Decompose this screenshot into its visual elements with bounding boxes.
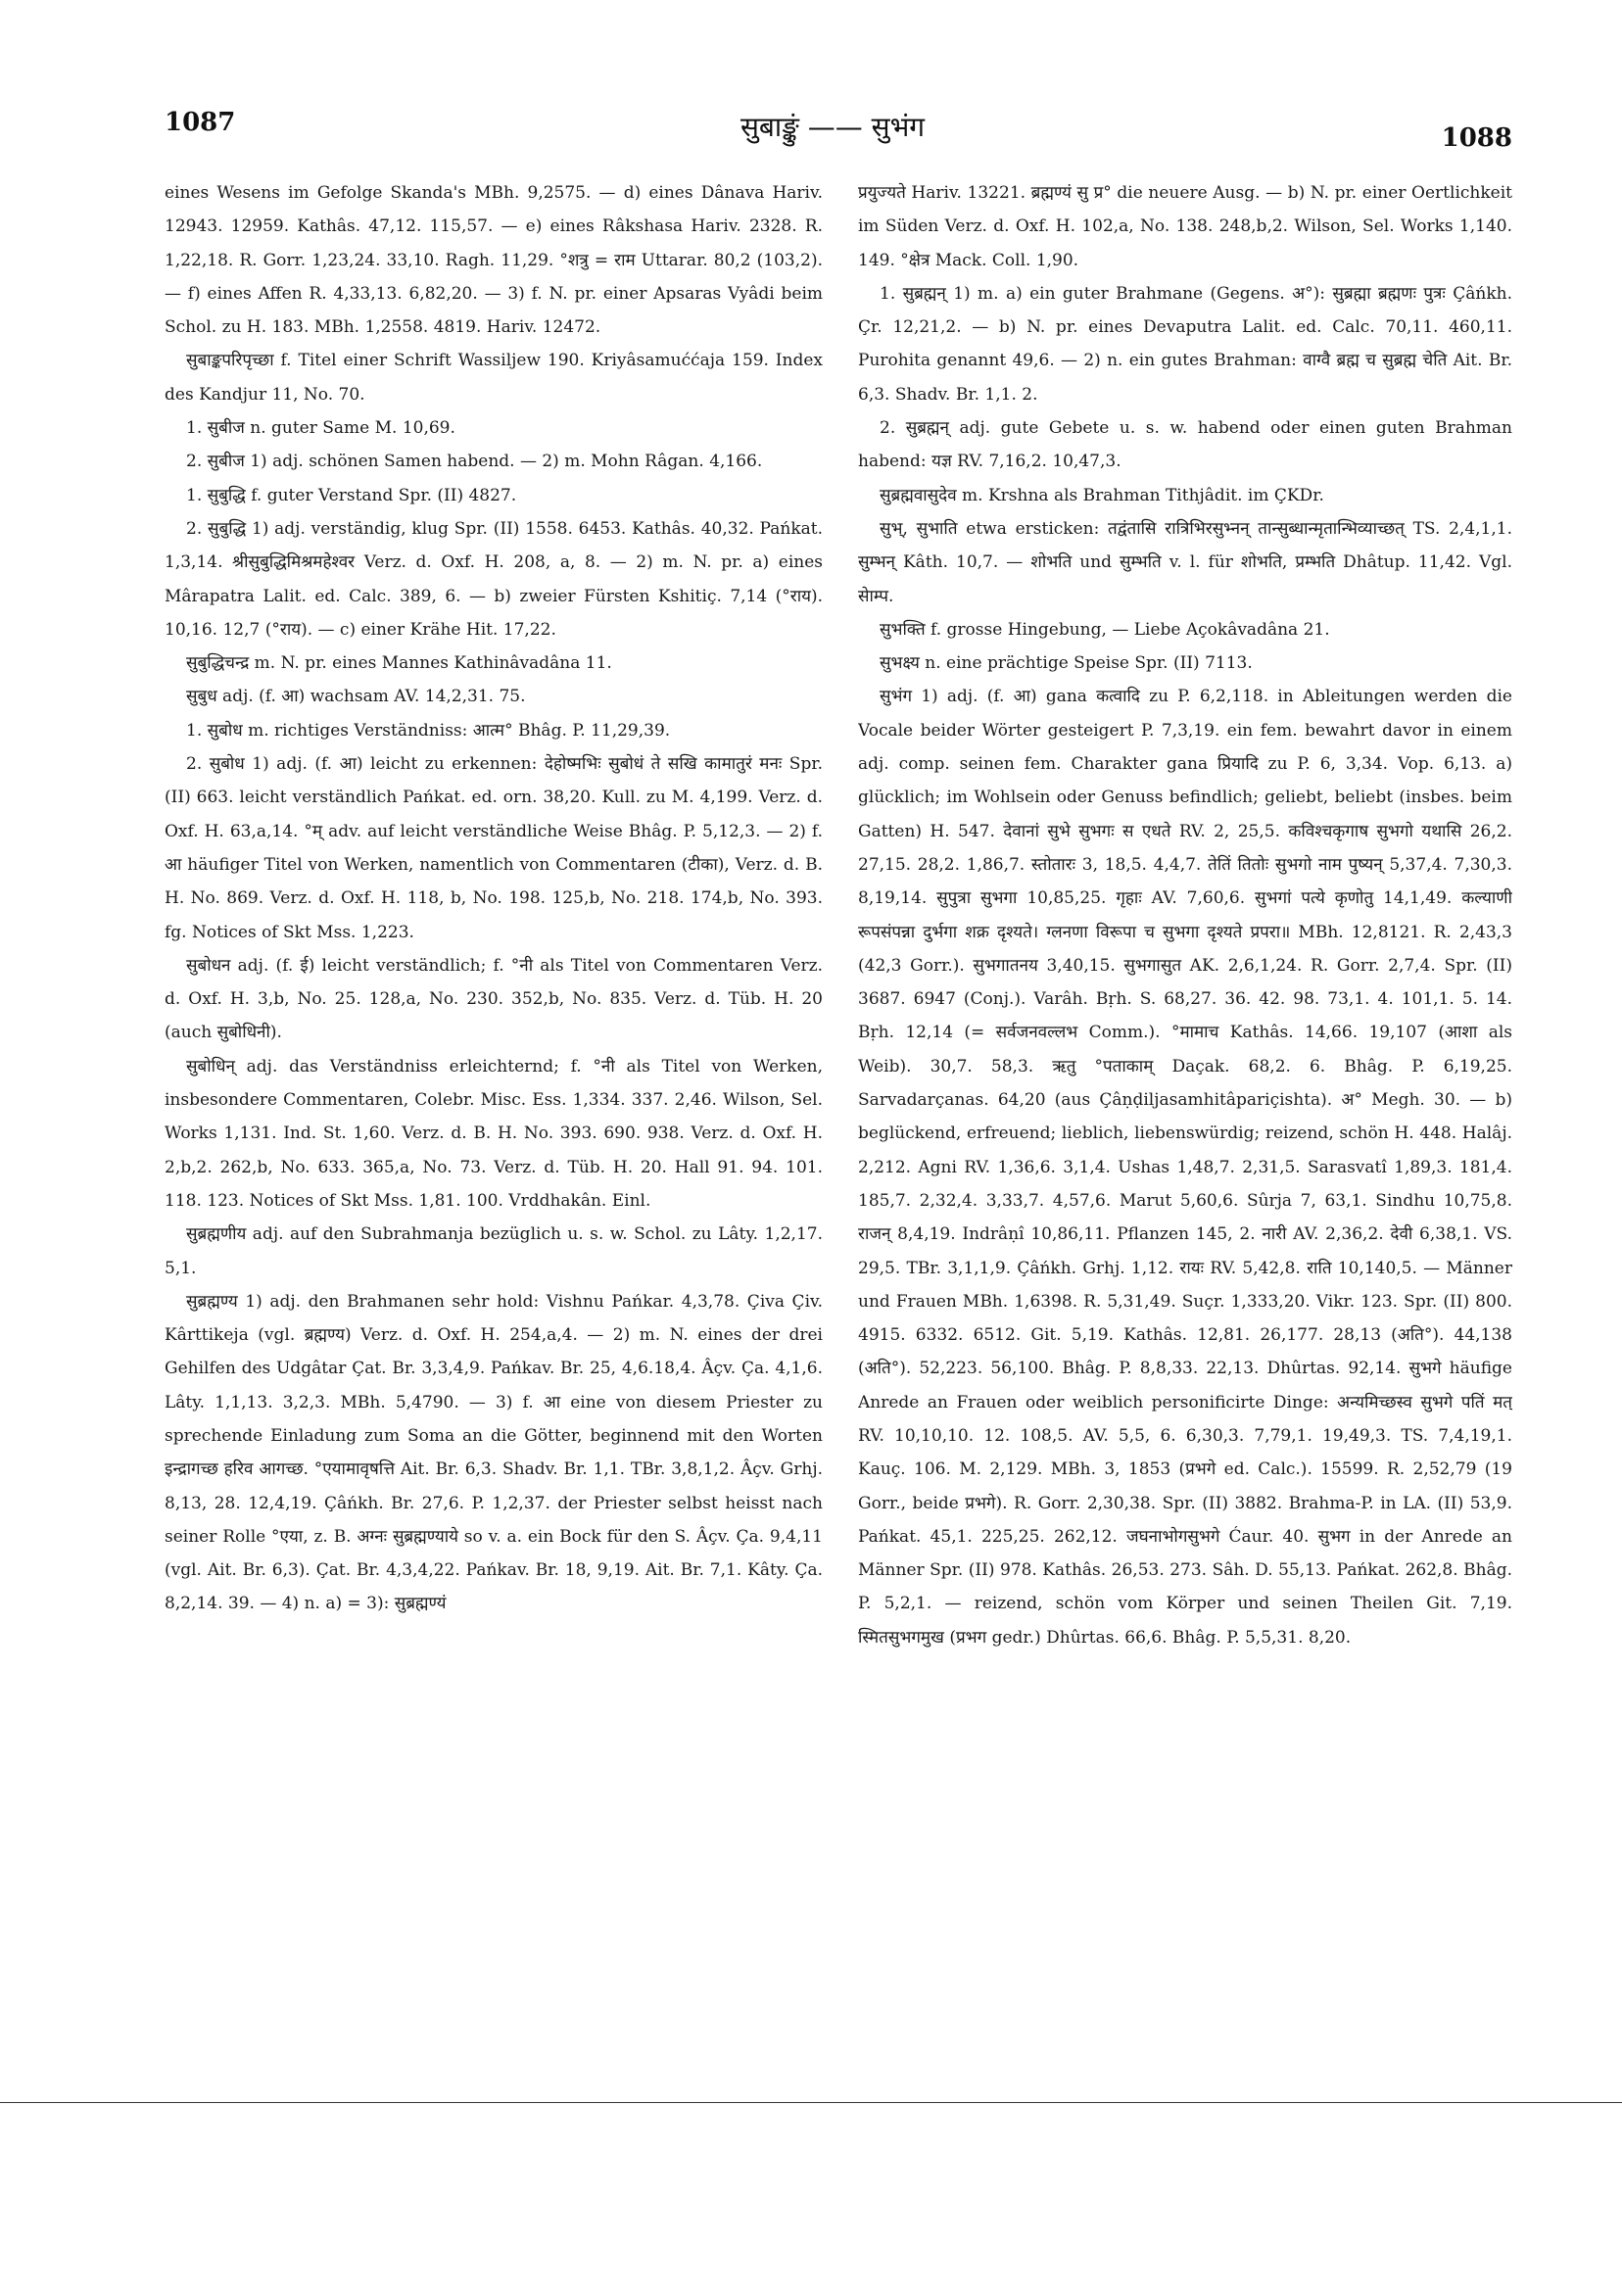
right-entry: सुभक्ति f. grosse Hingebung, — Liebe Açokâvadâna 21. bbox=[880, 619, 1330, 640]
right-column bbox=[858, 176, 1512, 2110]
left-entry: 2. सुबुद्धि 1) adj. verständig, klug Spr. (II) 1558. 6453. Kathâs. 40,32. Pańkat. 1,3,14. श्रीसुबुद्धिमिश्रमहेश्वर Verz. d. Oxf. H. 208, a, 8. — 2) m. N. pr. a) eines Mârapatra Lalit. ed. Calc. 389, 6. — b) zweier Fürsten Kshitiç. 7,14 (°राय). 10,16. 12,7 (°राय). — c) einer Krähe Hit. 17,22. bbox=[165, 518, 823, 640]
left-entry: सुब्रह्मण्य 1) adj. den Brahmanen sehr hold: Vishnu Pańkar. 4,3,78. Çiva Çiv. Kârttikeja (vgl. ब्रह्मण्य) Verz. d. Oxf. H. 254,a,4. — 2) m. N. eines der drei Gehilfen des Udgâtar Çat. Br. 3,3,4,9. Pańkav. Br. 25, 4,6.18,4. Âçv. Ça. 4,1,6. Lâty. 1,1,13. 3,2,3. MBh. 5,4790. — 3) f. आ eine von diesem Priester zu sprechende Einladung zum Soma an die Götter, beginnend mit den Worten इन्द्रागच्छ हरिव आगच्छ. °एयामावृषत्ति Ait. Br. 6,3. Shadv. Br. 1,1. TBr. 3,8,1,2. Âçv. Grhj. 8,13, 28. 12,4,19. Çâńkh. Br. 27,6. P. 1,2,37. der Priester selbst heisst nach seiner Rolle °एया, z. B. अग्नः सुब्रह्मण्याये so v. a. ein Bock für den S. Âçv. Ça. 9,4,11 (vgl. Ait. Br. 6,3). Çat. Br. 4,3,4,22. Pańkav. Br. 18, 9,19. Ait. Br. 7,1. Kâty. Ça. 8,2,14. 39. — 4) n. a) = 3): सुब्रह्मण्यं bbox=[165, 1291, 823, 1614]
left-entry: सुबुध adj. (f. आ) wachsam AV. 14,2,31. 75. bbox=[186, 687, 526, 707]
left-entry: 1. सुबोध m. richtiges Verständniss: आत्म° Bhâg. P. 11,29,39. bbox=[186, 720, 671, 741]
left-entry: 1. सुबुद्धि f. guter Verstand Spr. (II) 4827. bbox=[186, 485, 517, 505]
right-entry: 2. सुब्रह्मन् adj. gute Gebete u. s. w. habend oder einen guten Brahman habend: यज्ञ RV. 7,16,2. 10,47,3. bbox=[858, 418, 1512, 472]
left-entry: सुब्रह्मणीय adj. auf den Subrahmanja bezüglich u. s. w. Schol. zu Lâty. 1,2,17. 5,1. bbox=[165, 1224, 823, 1278]
page-number-left: 1087 bbox=[165, 108, 236, 137]
right-entry-continuation: प्रयुज्यते Hariv. 13221. ब्रह्मण्यं सु प्र° die neuere Ausg. — b) N. pr. einer Oertlichkeit im Süden Verz. d. Oxf. H. 102,a, No. 138. 248,b,2. Wilson, Sel. Works 1,140. 149. °क्षेत्र Mack. Coll. 1,90. bbox=[858, 183, 1512, 270]
right-entry: 1. सुब्रह्मन् 1) m. a) ein guter Brahmane (Gegens. अ°): सुब्रह्मा ब्रह्मणः पुत्रः Çâńkh. Çr. 12,21,2. — b) N. pr. eines Devaputra Lalit. ed. Calc. 70,11. 460,11. Purohita genannt 49,6. — 2) n. ein gutes Brahman: वाग्वै ब्रह्म च सुब्रह्म चेति Ait. Br. 6,3. Shadv. Br. 1,1. 2. bbox=[858, 283, 1512, 405]
left-entry: सुबाङ्कपरिपृच्छा f. Titel einer Schrift Wassiljew 190. Kriyâsamuććaja 159. Index des Kandjur 11, No. 70. bbox=[165, 351, 823, 405]
left-column bbox=[165, 176, 823, 2110]
right-entry: सुब्रह्मवासुदेव m. Krshna als Brahman Tithjâdit. im ÇKDr. bbox=[880, 485, 1324, 505]
left-entry: सुबोधन adj. (f. ई) leicht verständlich; f. °नी als Titel von Commentaren Verz. d. Oxf. H. 3,b, No. 25. 128,a, No. 230. 352,b, No. 835. Verz. d. Tüb. H. 20 (auch सुबोधिनी). bbox=[165, 955, 823, 1043]
page-header bbox=[0, 94, 1622, 172]
left-entry: 2. सुबोध 1) adj. (f. आ) leicht zu erkennen: देहोष्मभिः सुबोधं ते सखि कामातुरं मनः Spr. (II) 663. leicht verständlich Pańkat. ed. orn. 38,20. Kull. zu M. 4,199. Verz. d. Oxf. H. 63,a,14. °म् adv. auf leicht verständliche Weise Bhâg. P. 5,12,3. — 2) f. आ häufiger Titel von Werken, namentlich von Commentaren (टीका), Verz. d. B. H. No. 869. Verz. d. Oxf. H. 118, b, No. 198. 125,b, No. 218. 174,b, No. 393. fg. Notices of Skt Mss. 1,223. bbox=[165, 754, 823, 942]
right-entry: सुभंग 1) adj. (f. आ) gana कत्वादि zu P. 6,2,118. in Ableitungen werden die Vocale beider Wörter gesteigert P. 7,3,19. ein fem. bewahrt davor in einem adj. comp. seinen fem. Charakter gana प्रियादि zu P. 6, 3,34. Vop. 6,13. a) glücklich; im Wohlsein oder Genuss befindlich; geliebt, beliebt (insbes. beim Gatten) H. 547. देवानां सुभे सुभगः स एधते RV. 2, 25,5. कविश्चकृगाष सुभगो यथासि 26,2. 27,15. 28,2. 1,86,7. स्तोतारः 3, 18,5. 4,4,7. तेतिं तितोः सुभगो नाम पुष्यन् 5,37,4. 7,30,3. 8,19,14. सुपुत्रा सुभगा 10,85,25. गृहाः AV. 7,60,6. सुभगां पत्ये कृणोतु 14,1,49. कल्याणी रूपसंपन्ना दुर्भगा शक्र दृश्यते। ग्लनणा विरूपा च सुभगा दृश्यते प्रपरा॥ MBh. 12,8121. R. 2,43,3 (42,3 Gorr.). सुभगातनय 3,40,15. सुभगासुत AK. 2,6,1,24. R. Gorr. 2,7,4. Spr. (II) 3687. 6947 (Conj.). Varâh. Bṛh. S. 68,27. 36. 42. 98. 73,1. 4. 101,1. 5. 14. Bṛh. 12,14 (= सर्वजनवल्लभ Comm.). °मामाच Kathâs. 14,66. 19,107 (आशा als Weib). 30,7. 58,3. ऋतु °पताकाम् Daçak. 68,2. 6. Bhâg. P. 6,19,25. Sarvadarçanas. 64,20 (aus Çâṇḍiljasamhitâpariçishta). अ° Megh. 30. — b) beglückend, erfreuend; lieblich, liebenswürdig; reizend, schön H. 448. Halâj. 2,212. Agni RV. 1,36,6. 3,1,4. Ushas 1,48,7. 2,31,5. Sarasvatî 1,89,3. 181,4. 185,7. 2,32,4. 3,33,7. 4,57,6. Marut 5,60,6. Sûrja 7, 63,1. Sindhu 10,75,8. राजन् 8,4,19. Indrâṇî 10,86,11. Pflanzen 145, 2. नारी AV. 2,36,2. देवी 6,38,1. VS. 29,5. TBr. 3,1,1,9. Çâńkh. Grhj. 1,12. रायः RV. 5,42,8. राति 10,140,5. — Männer und Frauen MBh. 1,6398. R. 5,31,49. Suçr. 1,333,20. Vikr. 123. Spr. (II) 800. 4915. 6332. 6512. Git. 5,19. Kathâs. 12,81. 26,177. 28,13 (अति°). 44,138 (अति°). 52,223. 56,100. Bhâg. P. 8,8,33. 22,13. Dhûrtas. 92,14. सुभगे häufige Anrede an Frauen oder weiblich personificirte Dinge: अन्यमिच्छस्व सुभगे पतिं मत् RV. 10,10,10. 12. 108,5. AV. 5,5, 6. 6,30,3. 7,79,1. 19,49,3. TS. 7,4,19,1. Kauç. 106. M. 2,129. MBh. 3, 1853 (प्रभगे ed. Calc.). 15599. R. 2,52,79 (19 Gorr., beide प्रभगे). R. Gorr. 2,30,38. Spr. (II) 3882. Brahma-P. in LA. (II) 53,9. Pańkat. 45,1. 225,25. 262,12. जघनाभोगसुभगे Ćaur. 40. सुभग in der Anrede an Männer Spr. (II) 978. Kathâs. 26,53. 273. Sâh. D. 55,13. Pańkat. 262,8. Bhâg. P. 5,2,1. — reizend, schön vom Körper und seinen Theilen Git. 7,19. स्मितसुभगमुख (प्रभग gedr.) Dhûrtas. 66,6. Bhâg. P. 5,5,31. 8,20. bbox=[858, 687, 1512, 1648]
left-entry-continuation: eines Wesens im Gefolge Skanda's MBh. 9,2575. — d) eines Dânava Hariv. 12943. 12959. Kathâs. 47,12. 115,57. — e) eines Râkshasa Hariv. 2328. R. 1,22,18. R. Gorr. 1,23,24. 33,10. Ragh. 11,29. °शत्रु = राम Uttarar. 80,2 (103,2). — f) eines Affen R. 4,33,13. 6,82,20. — 3) f. N. pr. einer Apsaras Vyâdi beim Schol. zu H. 183. MBh. 1,2558. 4819. Hariv. 12472. bbox=[165, 183, 823, 338]
running-title: सुबाङ्कुं —— सुभंग bbox=[739, 111, 926, 143]
left-entry: सुबोधिन् adj. das Verständniss erleichternd; f. °नी als Titel von Werken, insbesondere Commentaren, Colebr. Misc. Ess. 1,334. 337. 2,46. Wilson, Sel. Works 1,131. Ind. St. 1,60. Verz. d. B. H. No. 393. 690. 938. Verz. d. Oxf. H. 2,b,2. 262,b, No. 633. 365,a, No. 73. Verz. d. Tüb. H. 20. Hall 91. 94. 101. 118. 123. Notices of Skt Mss. 1,81. 100. Vrddhakân. Einl. bbox=[165, 1056, 823, 1211]
left-entry: सुबुद्धिचन्द्र m. N. pr. eines Mannes Kathinâvadâna 11. bbox=[186, 653, 612, 674]
left-entry: 2. सुबीज 1) adj. schönen Samen habend. — 2) m. Mohn Râgan. 4,166. bbox=[186, 452, 763, 472]
left-entry: 1. सुबीज n. guter Same M. 10,69. bbox=[186, 418, 455, 439]
footer-rule bbox=[0, 2102, 1622, 2103]
page-number-right: 1088 bbox=[1441, 123, 1512, 153]
right-entry: सुभ्, सुभाति etwa ersticken: तद्वंतासि रात्रिभिरसुभ्नन् तान्सुब्धान्मृतान्भिव्याच्छत् TS. 2,4,1,1. सुम्भन् Kâth. 10,7. — शोभति und सुम्भति v. l. für शोभति, प्रम्भति Dhâtup. 11,42. Vgl. सेाम्प. bbox=[858, 518, 1512, 606]
right-entry: सुभक्ष्य n. eine prächtige Speise Spr. (II) 7113. bbox=[880, 653, 1253, 674]
